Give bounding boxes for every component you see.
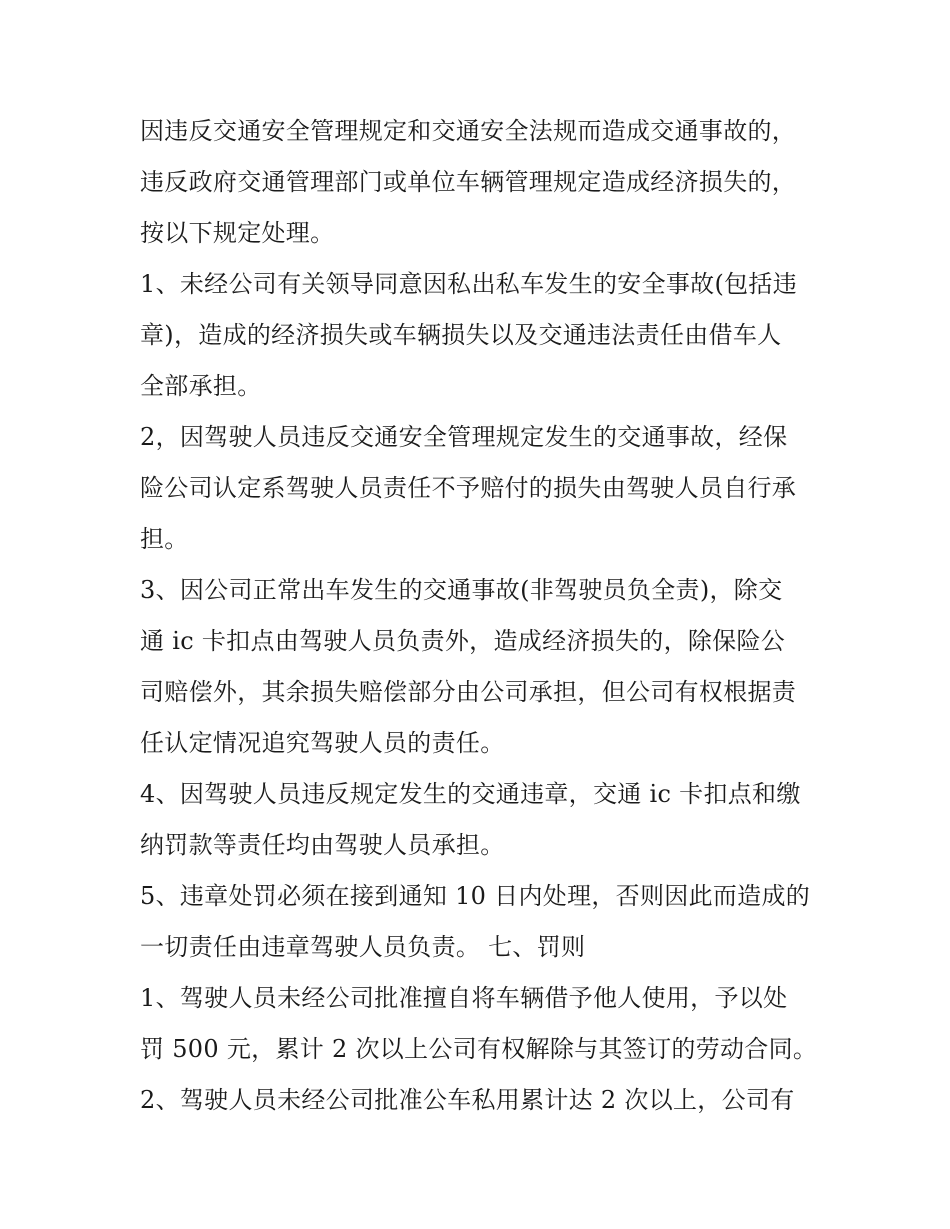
text-line: 司赔偿外，其余损失赔偿部分由公司承担，但公司有权根据责 xyxy=(140,678,797,706)
text-line: 1、未经公司有关领导同意因私出私车发生的安全事故(包括违 xyxy=(140,270,798,298)
text-line: 罚 500 元，累计 2 次以上公司有权解除与其签订的劳动合同。 xyxy=(140,1035,818,1063)
text-line: 1、驾驶人员未经公司批准擅自将车辆借予他人使用，予以处 xyxy=(140,984,788,1012)
text-line: 4、因驾驶人员违反规定发生的交通违章，交通 ic 卡扣点和缴 xyxy=(140,780,801,808)
text-line: 章)，造成的经济损失或车辆损失以及交通违法责任由借车人 xyxy=(140,321,782,349)
text-line: 一切责任由违章驾驶人员负责。 七、罚则 xyxy=(140,933,586,961)
text-line: 纳罚款等责任均由驾驶人员承担。 xyxy=(140,831,505,859)
text-line: 因违反交通安全管理规定和交通安全法规而造成交通事故的， xyxy=(140,117,797,145)
text-line: 险公司认定系驾驶人员责任不予赔付的损失由驾驶人员自行承 xyxy=(140,474,797,502)
text-line: 2，因驾驶人员违反交通安全管理规定发生的交通事故，经保 xyxy=(140,423,788,451)
text-line: 按以下规定处理。 xyxy=(140,219,335,247)
text-line: 通 ic 卡扣点由驾驶人员负责外，造成经济损失的，除保险公 xyxy=(140,627,786,655)
text-line: 3、因公司正常出车发生的交通事故(非驾驶员负全责)，除交 xyxy=(140,576,783,604)
text-line: 任认定情况追究驾驶人员的责任。 xyxy=(140,729,505,757)
document-body xyxy=(140,106,820,1126)
text-line: 全部承担。 xyxy=(140,372,262,400)
text-line: 担。 xyxy=(140,525,189,553)
text-line: 2、驾驶人员未经公司批准公车私用累计达 2 次以上，公司有 xyxy=(140,1086,795,1114)
text-line: 5、违章处罚必须在接到通知 10 日内处理，否则因此而造成的 xyxy=(140,882,811,910)
text-line: 违反政府交通管理部门或单位车辆管理规定造成经济损失的， xyxy=(140,168,797,196)
